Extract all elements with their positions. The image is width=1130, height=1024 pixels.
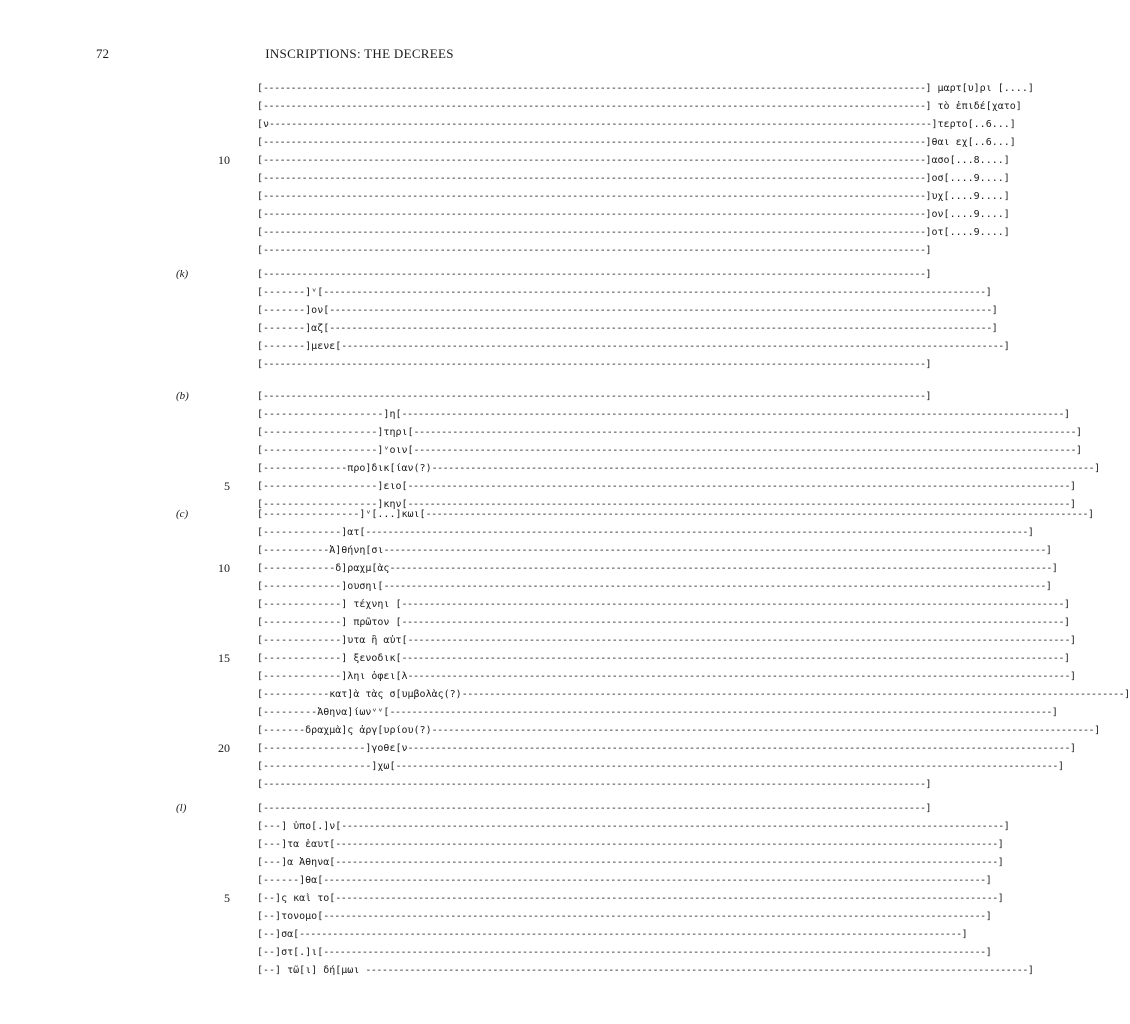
text-line (0, 962, 1034, 980)
line-text (257, 668, 1077, 686)
text-line (0, 206, 1010, 224)
fragment-label: (b) (176, 390, 189, 402)
running-title: INSCRIPTIONS: THE DECREES (265, 46, 454, 61)
line-text (257, 170, 1010, 188)
line-text-end: ] (985, 875, 992, 886)
lacuna-dashes: ------------------------------------------------------------------------------------------------------------------------ (341, 821, 1004, 832)
text-line (0, 284, 992, 302)
text-line (0, 116, 1016, 134)
line-text (257, 406, 1070, 424)
line-text-end: ] (925, 359, 932, 370)
line-text-end: ]ον[....9....] (925, 209, 1010, 220)
line-text (257, 962, 1034, 980)
page-header (0, 46, 719, 66)
lacuna-dashes: ------------------------------------------------------------------------------------------------------------------------ (323, 875, 986, 886)
text-line (0, 740, 1077, 758)
line-text-start: [ (257, 803, 264, 814)
line-text-end: ] (925, 391, 932, 402)
lacuna-dashes: ------------------------------------------------------------------------------------------------------------------------ (263, 155, 926, 166)
line-text-end: ] (997, 857, 1004, 868)
line-text-end: ] (1124, 689, 1130, 700)
line-number: 20 (218, 741, 230, 755)
lacuna-dashes: ------------------------------------------------------------------------------------------------------------------------ (263, 779, 926, 790)
line-text-start: [-------------] ξενοδικ[ (257, 653, 402, 664)
text-line (0, 758, 1064, 776)
line-text-start: [--]στ[.]ι[ (257, 947, 324, 958)
line-text-end: ] (1076, 445, 1083, 456)
text-line (0, 242, 932, 260)
lacuna-dashes: ------------------------------------------------------------------------------------------------------------------------ (263, 803, 926, 814)
line-text (257, 854, 1004, 872)
line-text-end: ] (1045, 581, 1052, 592)
line-text (257, 908, 992, 926)
lacuna-dashes: ------------------------------------------------------------------------------------------------------------------------ (425, 509, 1089, 520)
line-text (257, 596, 1070, 614)
lacuna-dashes: ------------------------------------------------------------------------------------------------------------------------ (413, 445, 1077, 456)
line-text-start: [ (257, 137, 264, 148)
line-text (257, 188, 1010, 206)
lacuna-dashes: ------------------------------------------------------------------------------------------------------------------------ (461, 689, 1125, 700)
text-line (0, 388, 932, 406)
text-line (0, 302, 998, 320)
line-text (257, 506, 1095, 524)
lacuna-dashes: ------------------------------------------------------------------------------------------------------------------------ (263, 173, 926, 184)
line-text-end: ] (961, 929, 968, 940)
line-text-start: [-------------------]ᵛοιν[ (257, 445, 414, 456)
text-line (0, 818, 1010, 836)
lacuna-dashes: ------------------------------------------------------------------------------------------------------------------------ (365, 965, 1028, 976)
line-text-end: ]θαι εχ[..6...] (925, 137, 1016, 148)
line-number: 10 (218, 153, 230, 167)
line-text-start: [-------------------]κην[ (257, 499, 408, 510)
line-text-end: ] (1027, 965, 1034, 976)
text-line (0, 442, 1083, 460)
line-text (257, 776, 932, 794)
line-text (257, 134, 1016, 152)
text-line (0, 632, 1077, 650)
lacuna-dashes: ------------------------------------------------------------------------------------------------------------------------ (407, 743, 1070, 754)
lacuna-dashes: ------------------------------------------------------------------------------------------------------------------------ (335, 839, 998, 850)
lacuna-dashes: ------------------------------------------------------------------------------------------------------------------------ (335, 893, 998, 904)
line-text (257, 758, 1064, 776)
line-text (257, 836, 1004, 854)
line-text-start: [-------------]ληι ὀφει[λ (257, 671, 408, 682)
line-text (257, 818, 1010, 836)
line-text-end: ] (985, 911, 992, 922)
text-line (0, 170, 1010, 188)
line-text-end: ] (1063, 617, 1070, 628)
text-line (0, 406, 1070, 424)
line-text (257, 872, 992, 890)
line-text (257, 650, 1070, 668)
lacuna-dashes: ------------------------------------------------------------------------------------------------------------------------ (323, 947, 986, 958)
line-text (257, 460, 1101, 478)
fragment-label: (k) (176, 268, 189, 280)
line-text-start: [ (257, 173, 264, 184)
line-number: 5 (224, 479, 230, 493)
text-line (0, 478, 1077, 496)
line-text-start: [-------]ᵛ[ (257, 287, 324, 298)
line-text (257, 560, 1058, 578)
line-text-start: [-------]ον[ (257, 305, 330, 316)
line-text-end: ]οσ[....9....] (925, 173, 1010, 184)
line-text-start: [-----------κατ]ὰ τὰς σ[υμβολὰς(?) (257, 689, 462, 700)
line-text-end: ] (1051, 707, 1058, 718)
lacuna-dashes: ------------------------------------------------------------------------------------------------------------------------ (323, 911, 986, 922)
line-text-start: [---] ὑπο[.]ν[ (257, 821, 342, 832)
line-text (257, 242, 932, 260)
line-text-start: [----------------]ᵛ[...]κωι[ (257, 509, 426, 520)
line-text-end: ] (1051, 563, 1058, 574)
line-text-end: ] (1069, 743, 1077, 754)
text-line (0, 524, 1034, 542)
line-text-start: [-------------] πρῶτον [ (257, 617, 402, 628)
line-text-end: ]οτ[....9....] (925, 227, 1010, 238)
lacuna-dashes: ------------------------------------------------------------------------------------------------------------------------ (407, 671, 1070, 682)
line-text-start: [ (257, 209, 264, 220)
line-text-start: [ (257, 155, 264, 166)
lacuna-dashes: ------------------------------------------------------------------------------------------------------------------------ (413, 427, 1077, 438)
text-line (0, 776, 932, 794)
line-text-start: [--------------προ]δικ[ίαν(?) (257, 463, 432, 474)
line-number: 10 (218, 561, 230, 575)
line-text-end: ] (1045, 545, 1052, 556)
line-text (257, 80, 1034, 98)
line-text (257, 320, 998, 338)
lacuna-dashes: ------------------------------------------------------------------------------------------------------------------------ (401, 653, 1064, 664)
line-text (257, 424, 1083, 442)
lacuna-dashes: ------------------------------------------------------------------------------------------------------------------------ (263, 227, 926, 238)
text-line (0, 98, 1022, 116)
text-line (0, 80, 1034, 98)
line-text (257, 542, 1052, 560)
line-text (257, 224, 1010, 242)
fragment-label: (l) (176, 802, 187, 814)
line-text-end: ] (985, 287, 992, 298)
line-text-start: [-------------]υτα ἢ αὐτ[ (257, 635, 408, 646)
text-line (0, 356, 932, 374)
lacuna-dashes: ------------------------------------------------------------------------------------------------------------------------ (389, 707, 1052, 718)
line-text-start: [-------]μενε[ (257, 341, 342, 352)
lacuna-dashes: ------------------------------------------------------------------------------------------------------------------------ (407, 499, 1070, 510)
line-text (257, 704, 1058, 722)
line-text-end: ] (1088, 509, 1095, 520)
text-line (0, 424, 1083, 442)
line-text (257, 578, 1052, 596)
line-text-start: [-------------------]ειο[ (257, 481, 408, 492)
text-line (0, 224, 1010, 242)
line-text (257, 388, 932, 406)
line-text (257, 356, 932, 374)
line-text-end: ] (1057, 761, 1064, 772)
line-text-end: ] (925, 269, 932, 280)
lacuna-dashes: ------------------------------------------------------------------------------------------------------------------------ (263, 391, 926, 402)
line-text-end: ] (1094, 725, 1101, 736)
line-text-start: [ (257, 359, 264, 370)
line-text-start: [-------------------]τηρι[ (257, 427, 414, 438)
line-text-end: ]τερτο[..6...] (931, 119, 1016, 130)
line-text-start: [-------δραχμὰ]ς ἀργ[υρίου(?) (257, 725, 432, 736)
line-text (257, 524, 1034, 542)
line-number: 5 (224, 891, 230, 905)
line-text-end: ] μαρτ[υ]ρι [....] (925, 83, 1034, 94)
text-line (0, 836, 1004, 854)
line-text (257, 614, 1070, 632)
line-text (257, 152, 1010, 170)
text-line (0, 578, 1052, 596)
line-text-end: ] (1094, 463, 1101, 474)
lacuna-dashes: ------------------------------------------------------------------------------------------------------------------------ (263, 359, 926, 370)
lacuna-dashes: ------------------------------------------------------------------------------------------------------------------------ (401, 599, 1064, 610)
line-text-start: [-------------]ουσηι[ (257, 581, 384, 592)
lacuna-dashes: ------------------------------------------------------------------------------------------------------------------------ (329, 305, 992, 316)
line-text-end: ] (925, 779, 932, 790)
text-line (0, 266, 932, 284)
line-text (257, 442, 1083, 460)
line-text-start: [---------Ἀθηνα]ίωνᵛᵛ[ (257, 707, 390, 718)
fragment-section (0, 266, 1010, 374)
line-text-end: ]ασο[...8....] (925, 155, 1010, 166)
text-line (0, 926, 968, 944)
line-text (257, 944, 992, 962)
lacuna-dashes: ------------------------------------------------------------------------------------------------------------------------ (299, 929, 962, 940)
line-text-start: [ (257, 245, 264, 256)
line-text-end: ] (1003, 821, 1010, 832)
text-line (0, 188, 1010, 206)
line-text (257, 206, 1010, 224)
lacuna-dashes: ------------------------------------------------------------------------------------------------------------------------ (383, 545, 1046, 556)
line-text (257, 632, 1077, 650)
line-text-start: [ (257, 101, 264, 112)
line-number: 15 (218, 651, 230, 665)
line-text-end: ]υχ[....9....] (925, 191, 1010, 202)
text-line (0, 704, 1058, 722)
line-text (257, 98, 1022, 116)
line-text-end: ] (997, 893, 1004, 904)
line-text-start: [--]σα[ (257, 929, 300, 940)
line-text-end: ] (1069, 499, 1077, 510)
line-text-start: [--]ς καὶ το[ (257, 893, 336, 904)
line-text-end: ] (1003, 341, 1010, 352)
line-text-end: ] (1063, 599, 1070, 610)
line-text (257, 302, 998, 320)
text-line (0, 542, 1052, 560)
text-line (0, 152, 1010, 170)
text-line (0, 134, 1016, 152)
line-text (257, 926, 968, 944)
line-text-start: [------------------]χω[ (257, 761, 396, 772)
text-line (0, 596, 1070, 614)
lacuna-dashes: ------------------------------------------------------------------------------------------------------------------------ (269, 119, 932, 130)
line-text (257, 740, 1077, 758)
line-text-end: ] (1069, 481, 1077, 492)
page-number: 72 (96, 46, 109, 61)
text-line (0, 506, 1095, 524)
line-text-start: [-------]αζ[ (257, 323, 330, 334)
line-text (257, 722, 1101, 740)
line-text-start: [--] τῶ[ι] δή[μωι (257, 965, 366, 976)
text-line (0, 722, 1101, 740)
text-line (0, 890, 1004, 908)
line-text (257, 338, 1010, 356)
lacuna-dashes: ------------------------------------------------------------------------------------------------------------------------ (431, 463, 1095, 474)
text-line (0, 650, 1070, 668)
lacuna-dashes: ------------------------------------------------------------------------------------------------------------------------ (365, 527, 1028, 538)
line-text-start: [--------------------]η[ (257, 409, 402, 420)
line-text-end: ] (991, 305, 998, 316)
text-line (0, 460, 1101, 478)
line-text-end: ] (925, 245, 932, 256)
lacuna-dashes: ------------------------------------------------------------------------------------------------------------------------ (407, 635, 1070, 646)
line-text-start: [--]τονομο[ (257, 911, 324, 922)
line-text-start: [------------δ]ραχμ[ὰς (257, 563, 390, 574)
text-line (0, 800, 932, 818)
lacuna-dashes: ------------------------------------------------------------------------------------------------------------------------ (263, 269, 926, 280)
lacuna-dashes: ------------------------------------------------------------------------------------------------------------------------ (383, 581, 1046, 592)
lacuna-dashes: ------------------------------------------------------------------------------------------------------------------------ (401, 409, 1064, 420)
lacuna-dashes: ------------------------------------------------------------------------------------------------------------------------ (341, 341, 1004, 352)
lacuna-dashes: ------------------------------------------------------------------------------------------------------------------------ (335, 857, 998, 868)
lacuna-dashes: ------------------------------------------------------------------------------------------------------------------------ (263, 245, 926, 256)
line-text-end: ] (985, 947, 992, 958)
lacuna-dashes: ------------------------------------------------------------------------------------------------------------------------ (401, 617, 1064, 628)
line-text-end: ] (925, 803, 932, 814)
text-line (0, 944, 992, 962)
line-text (257, 116, 1016, 134)
line-text-start: [-------------] τέχνηι [ (257, 599, 402, 610)
line-text (257, 890, 1004, 908)
lacuna-dashes: ------------------------------------------------------------------------------------------------------------------------ (431, 725, 1095, 736)
line-text-end: ] (1063, 409, 1070, 420)
line-text-end: ] (991, 323, 998, 334)
line-text-end: ] (1076, 427, 1083, 438)
lacuna-dashes: ------------------------------------------------------------------------------------------------------------------------ (263, 101, 926, 112)
fragment-label: (c) (176, 508, 189, 520)
lacuna-dashes: ------------------------------------------------------------------------------------------------------------------------ (323, 287, 986, 298)
line-text-start: [ (257, 227, 264, 238)
fragment-section (0, 800, 1034, 980)
fragment-section (0, 506, 1130, 794)
line-text (257, 686, 1130, 704)
line-text-start: [ (257, 391, 264, 402)
lacuna-dashes: ------------------------------------------------------------------------------------------------------------------------ (263, 137, 926, 148)
lacuna-dashes: ------------------------------------------------------------------------------------------------------------------------ (329, 323, 992, 334)
text-line (0, 614, 1070, 632)
line-text-start: [-----------Ἀ]θήνη[σι (257, 545, 384, 556)
line-text-start: [ν (257, 119, 270, 130)
text-line (0, 908, 992, 926)
line-text-start: [ (257, 191, 264, 202)
line-text-end: ] (1027, 527, 1034, 538)
lacuna-dashes: ------------------------------------------------------------------------------------------------------------------------ (263, 191, 926, 202)
line-text-end: ] (1063, 653, 1070, 664)
line-text-end: ] (1069, 635, 1077, 646)
line-text-start: [---]α Ἀθηνα[ (257, 857, 336, 868)
text-line (0, 872, 992, 890)
line-text-end: ] (997, 839, 1004, 850)
text-line (0, 668, 1077, 686)
text-line (0, 560, 1058, 578)
line-text-start: [-------------]ατ[ (257, 527, 366, 538)
lacuna-dashes: ------------------------------------------------------------------------------------------------------------------------ (263, 83, 926, 94)
line-text-end: ] τὸ ἐπιδέ[χατο] (925, 101, 1022, 112)
line-text-start: [-----------------]γοθε[ν (257, 743, 408, 754)
line-text-start: [ (257, 779, 264, 790)
lacuna-dashes: ------------------------------------------------------------------------------------------------------------------------ (263, 209, 926, 220)
line-text (257, 478, 1077, 496)
fragment-section (0, 80, 1034, 260)
text-line (0, 338, 1010, 356)
lacuna-dashes: ------------------------------------------------------------------------------------------------------------------------ (407, 481, 1070, 492)
text-line (0, 686, 1130, 704)
line-text (257, 266, 932, 284)
line-text (257, 284, 992, 302)
line-text-start: [------]θα[ (257, 875, 324, 886)
line-text-start: [ (257, 83, 264, 94)
fragment-section (0, 388, 1101, 514)
line-text-end: ] (1069, 671, 1077, 682)
text-line (0, 320, 998, 338)
text-line (0, 854, 1004, 872)
lacuna-dashes: ------------------------------------------------------------------------------------------------------------------------ (389, 563, 1052, 574)
line-text (257, 800, 932, 818)
line-text-start: [ (257, 269, 264, 280)
lacuna-dashes: ------------------------------------------------------------------------------------------------------------------------ (395, 761, 1058, 772)
line-text-start: [---]τα ἑαυτ[ (257, 839, 336, 850)
